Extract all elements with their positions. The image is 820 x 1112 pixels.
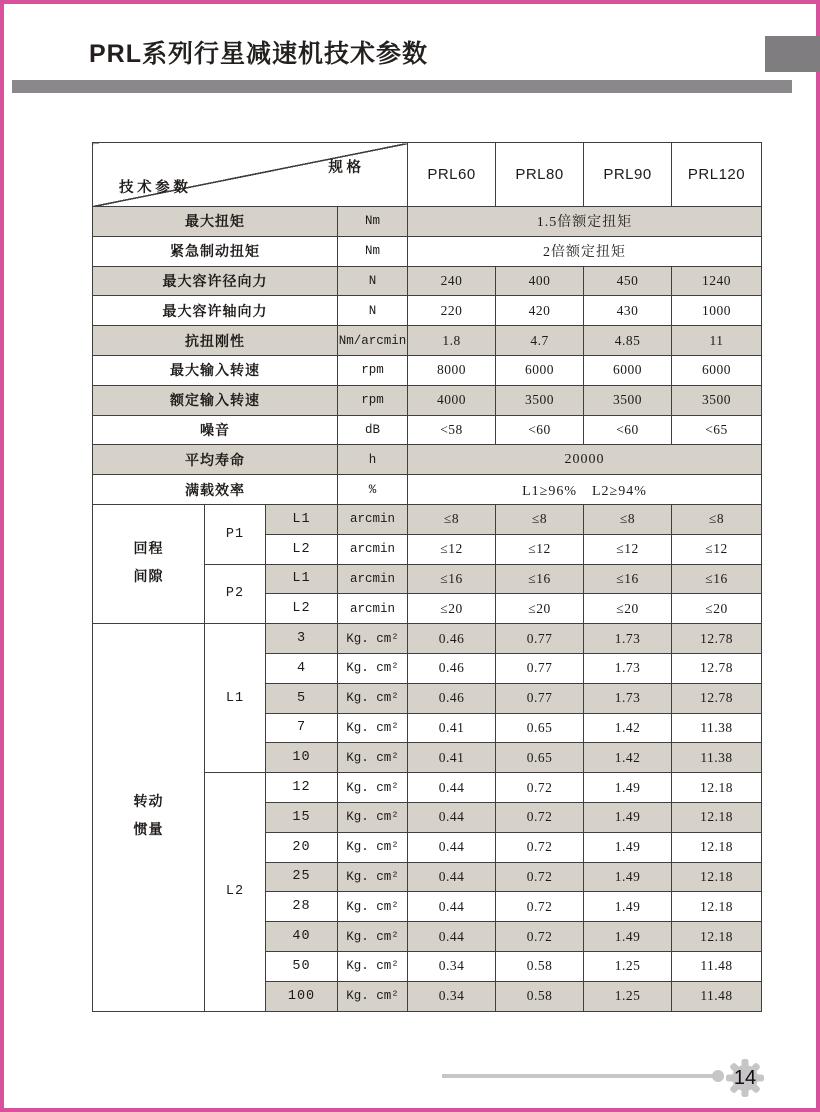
ratio-cell: 4 <box>266 653 338 683</box>
unit-cell: dB <box>338 415 408 445</box>
value-cell: 1.49 <box>584 922 672 952</box>
value-cell: 0.58 <box>496 981 584 1011</box>
table-row <box>93 266 762 296</box>
value-cell: ≤16 <box>584 564 672 594</box>
value-cell: 0.46 <box>408 624 496 654</box>
value-cell: 0.44 <box>408 862 496 892</box>
table-row <box>93 236 762 266</box>
unit-cell: arcmin <box>338 534 408 564</box>
unit-cell: Nm <box>338 207 408 237</box>
ratio-cell: 40 <box>266 922 338 952</box>
value-cell: 450 <box>584 266 672 296</box>
value-cell: ≤16 <box>496 564 584 594</box>
unit-cell: Kg. cm² <box>338 713 408 743</box>
value-cell: 0.77 <box>496 683 584 713</box>
column-header-prl90: PRL90 <box>584 143 672 207</box>
table-row <box>93 475 762 505</box>
value-cell: ≤8 <box>496 504 584 534</box>
table-row <box>93 326 762 356</box>
unit-cell: Nm/arcmin <box>338 326 408 356</box>
unit-cell: N <box>338 266 408 296</box>
span-value-cell: L1≥96% L2≥94% <box>408 475 762 505</box>
inertia-label-line: 转动 <box>133 795 164 811</box>
value-cell: 0.46 <box>408 653 496 683</box>
value-cell: 0.72 <box>496 862 584 892</box>
value-cell: ≤8 <box>672 504 762 534</box>
unit-cell: Kg. cm² <box>338 624 408 654</box>
value-cell: 0.46 <box>408 683 496 713</box>
span-value-cell: 20000 <box>408 445 762 475</box>
unit-cell: Kg. cm² <box>338 802 408 832</box>
span-value-cell: 1.5倍额定扭矩 <box>408 207 762 237</box>
value-cell: 4.7 <box>496 326 584 356</box>
ratio-cell: 25 <box>266 862 338 892</box>
value-cell: 0.44 <box>408 922 496 952</box>
value-cell: 12.78 <box>672 624 762 654</box>
ratio-cell: 12 <box>266 773 338 803</box>
value-cell: 0.44 <box>408 802 496 832</box>
unit-cell: Kg. cm² <box>338 773 408 803</box>
unit-cell: Kg. cm² <box>338 653 408 683</box>
table-row <box>93 415 762 445</box>
table-row <box>93 445 762 475</box>
param-name-cell: 抗扭刚性 <box>93 326 338 356</box>
value-cell: ≤20 <box>496 594 584 624</box>
value-cell: 1.73 <box>584 624 672 654</box>
value-cell: 11.38 <box>672 713 762 743</box>
param-name-cell: 紧急制动扭矩 <box>93 236 338 266</box>
value-cell: 1.25 <box>584 981 672 1011</box>
value-cell: 1.8 <box>408 326 496 356</box>
page-title: PRL系列行星减速机技术参数 <box>89 40 429 68</box>
unit-cell: Kg. cm² <box>338 922 408 952</box>
ratio-cell: 10 <box>266 743 338 773</box>
value-cell: 400 <box>496 266 584 296</box>
value-cell: 0.41 <box>408 713 496 743</box>
value-cell: ≤12 <box>408 534 496 564</box>
value-cell: 12.18 <box>672 832 762 862</box>
stage-cell: L2 <box>266 534 338 564</box>
value-cell: ≤8 <box>584 504 672 534</box>
unit-cell: Kg. cm² <box>338 892 408 922</box>
param-corner-label: 技 术 参 数 <box>119 180 188 196</box>
stage-cell: L2 <box>266 594 338 624</box>
value-cell: 12.18 <box>672 862 762 892</box>
stage-group-cell: L2 <box>205 773 266 1011</box>
unit-cell: N <box>338 296 408 326</box>
value-cell: 3500 <box>496 385 584 415</box>
table-row <box>93 624 762 654</box>
column-header-prl60: PRL60 <box>408 143 496 207</box>
value-cell: 420 <box>496 296 584 326</box>
backlash-group-cell <box>93 504 205 623</box>
value-cell: 4000 <box>408 385 496 415</box>
value-cell: 0.72 <box>496 802 584 832</box>
value-cell: 0.44 <box>408 892 496 922</box>
unit-cell: % <box>338 475 408 505</box>
value-cell: 0.72 <box>496 892 584 922</box>
value-cell: <58 <box>408 415 496 445</box>
value-cell: 11 <box>672 326 762 356</box>
value-cell: 3500 <box>672 385 762 415</box>
value-cell: 0.44 <box>408 832 496 862</box>
value-cell: 0.72 <box>496 922 584 952</box>
value-cell: 6000 <box>496 355 584 385</box>
value-cell: 4.85 <box>584 326 672 356</box>
value-cell: 12.18 <box>672 922 762 952</box>
value-cell: <65 <box>672 415 762 445</box>
value-cell: 1.73 <box>584 683 672 713</box>
value-cell: 11.38 <box>672 743 762 773</box>
unit-cell: Kg. cm² <box>338 743 408 773</box>
value-cell: <60 <box>584 415 672 445</box>
value-cell: 1.49 <box>584 892 672 922</box>
param-name-cell: 噪音 <box>93 415 338 445</box>
value-cell: 430 <box>584 296 672 326</box>
gear-icon <box>725 1058 765 1098</box>
table-row <box>93 296 762 326</box>
value-cell: 1.49 <box>584 832 672 862</box>
diagonal-header-cell <box>93 143 408 207</box>
value-cell: 0.65 <box>496 713 584 743</box>
spec-table <box>92 142 762 1012</box>
ratio-cell: 15 <box>266 802 338 832</box>
value-cell: 0.77 <box>496 653 584 683</box>
table-row <box>93 207 762 237</box>
value-cell: 1.49 <box>584 773 672 803</box>
value-cell: <60 <box>496 415 584 445</box>
stage-cell: L1 <box>266 564 338 594</box>
value-cell: 1.49 <box>584 802 672 832</box>
value-cell: 0.72 <box>496 832 584 862</box>
param-name-cell: 平均寿命 <box>93 445 338 475</box>
value-cell: 11.48 <box>672 981 762 1011</box>
inertia-group-cell <box>93 624 205 1011</box>
value-cell: 12.18 <box>672 802 762 832</box>
value-cell: 1.49 <box>584 862 672 892</box>
unit-cell: arcmin <box>338 564 408 594</box>
value-cell: ≤12 <box>672 534 762 564</box>
unit-cell: Kg. cm² <box>338 981 408 1011</box>
ratio-cell: 3 <box>266 624 338 654</box>
table-row <box>93 504 762 534</box>
value-cell: 0.65 <box>496 743 584 773</box>
stage-cell: L1 <box>266 504 338 534</box>
value-cell: 12.78 <box>672 653 762 683</box>
value-cell: 11.48 <box>672 951 762 981</box>
value-cell: 3500 <box>584 385 672 415</box>
backlash-label-line: 间隙 <box>133 570 164 586</box>
column-header-prl80: PRL80 <box>496 143 584 207</box>
stage-group-cell: L1 <box>205 624 266 773</box>
backlash-label-line: 回程 <box>133 542 164 558</box>
value-cell: 12.78 <box>672 683 762 713</box>
unit-cell: arcmin <box>338 504 408 534</box>
table-row <box>93 385 762 415</box>
param-name-cell: 最大容许径向力 <box>93 266 338 296</box>
unit-cell: arcmin <box>338 594 408 624</box>
value-cell: 12.18 <box>672 773 762 803</box>
value-cell: 220 <box>408 296 496 326</box>
inertia-label-line: 惯量 <box>133 823 164 839</box>
value-cell: 0.41 <box>408 743 496 773</box>
value-cell: 0.34 <box>408 951 496 981</box>
value-cell: 6000 <box>584 355 672 385</box>
value-cell: ≤12 <box>496 534 584 564</box>
value-cell: 0.77 <box>496 624 584 654</box>
spec-corner-label: 规 格 <box>328 160 361 176</box>
value-cell: 12.18 <box>672 892 762 922</box>
value-cell: 0.44 <box>408 773 496 803</box>
value-cell: 6000 <box>672 355 762 385</box>
precision-grade-cell: P2 <box>205 564 266 624</box>
value-cell: ≤20 <box>672 594 762 624</box>
value-cell: ≤8 <box>408 504 496 534</box>
ratio-cell: 100 <box>266 981 338 1011</box>
value-cell: 1240 <box>672 266 762 296</box>
value-cell: 1.25 <box>584 951 672 981</box>
ratio-cell: 5 <box>266 683 338 713</box>
value-cell: ≤20 <box>584 594 672 624</box>
table-row <box>93 355 762 385</box>
span-value-cell: 2倍额定扭矩 <box>408 236 762 266</box>
value-cell: ≤20 <box>408 594 496 624</box>
value-cell: 1.42 <box>584 713 672 743</box>
table-header-row <box>93 143 762 207</box>
title-corner-square <box>765 36 820 72</box>
unit-cell: Kg. cm² <box>338 862 408 892</box>
unit-cell: Kg. cm² <box>338 683 408 713</box>
ratio-cell: 50 <box>266 951 338 981</box>
value-cell: 1000 <box>672 296 762 326</box>
param-name-cell: 最大容许轴向力 <box>93 296 338 326</box>
value-cell: 0.58 <box>496 951 584 981</box>
value-cell: 8000 <box>408 355 496 385</box>
value-cell: ≤16 <box>408 564 496 594</box>
ratio-cell: 20 <box>266 832 338 862</box>
value-cell: 1.42 <box>584 743 672 773</box>
param-name-cell: 满载效率 <box>93 475 338 505</box>
param-name-cell: 最大扭矩 <box>93 207 338 237</box>
unit-cell: Nm <box>338 236 408 266</box>
value-cell: 0.72 <box>496 773 584 803</box>
column-header-prl120: PRL120 <box>672 143 762 207</box>
footer-line <box>442 1074 714 1078</box>
value-cell: ≤16 <box>672 564 762 594</box>
unit-cell: Kg. cm² <box>338 832 408 862</box>
ratio-cell: 28 <box>266 892 338 922</box>
page-number: 14 <box>733 1067 757 1089</box>
title-underline-bar <box>12 80 792 93</box>
ratio-cell: 7 <box>266 713 338 743</box>
unit-cell: rpm <box>338 355 408 385</box>
value-cell: 240 <box>408 266 496 296</box>
precision-grade-cell: P1 <box>205 504 266 564</box>
param-name-cell: 最大输入转速 <box>93 355 338 385</box>
value-cell: ≤12 <box>584 534 672 564</box>
unit-cell: h <box>338 445 408 475</box>
value-cell: 0.34 <box>408 981 496 1011</box>
unit-cell: Kg. cm² <box>338 951 408 981</box>
value-cell: 1.73 <box>584 653 672 683</box>
unit-cell: rpm <box>338 385 408 415</box>
param-name-cell: 额定输入转速 <box>93 385 338 415</box>
